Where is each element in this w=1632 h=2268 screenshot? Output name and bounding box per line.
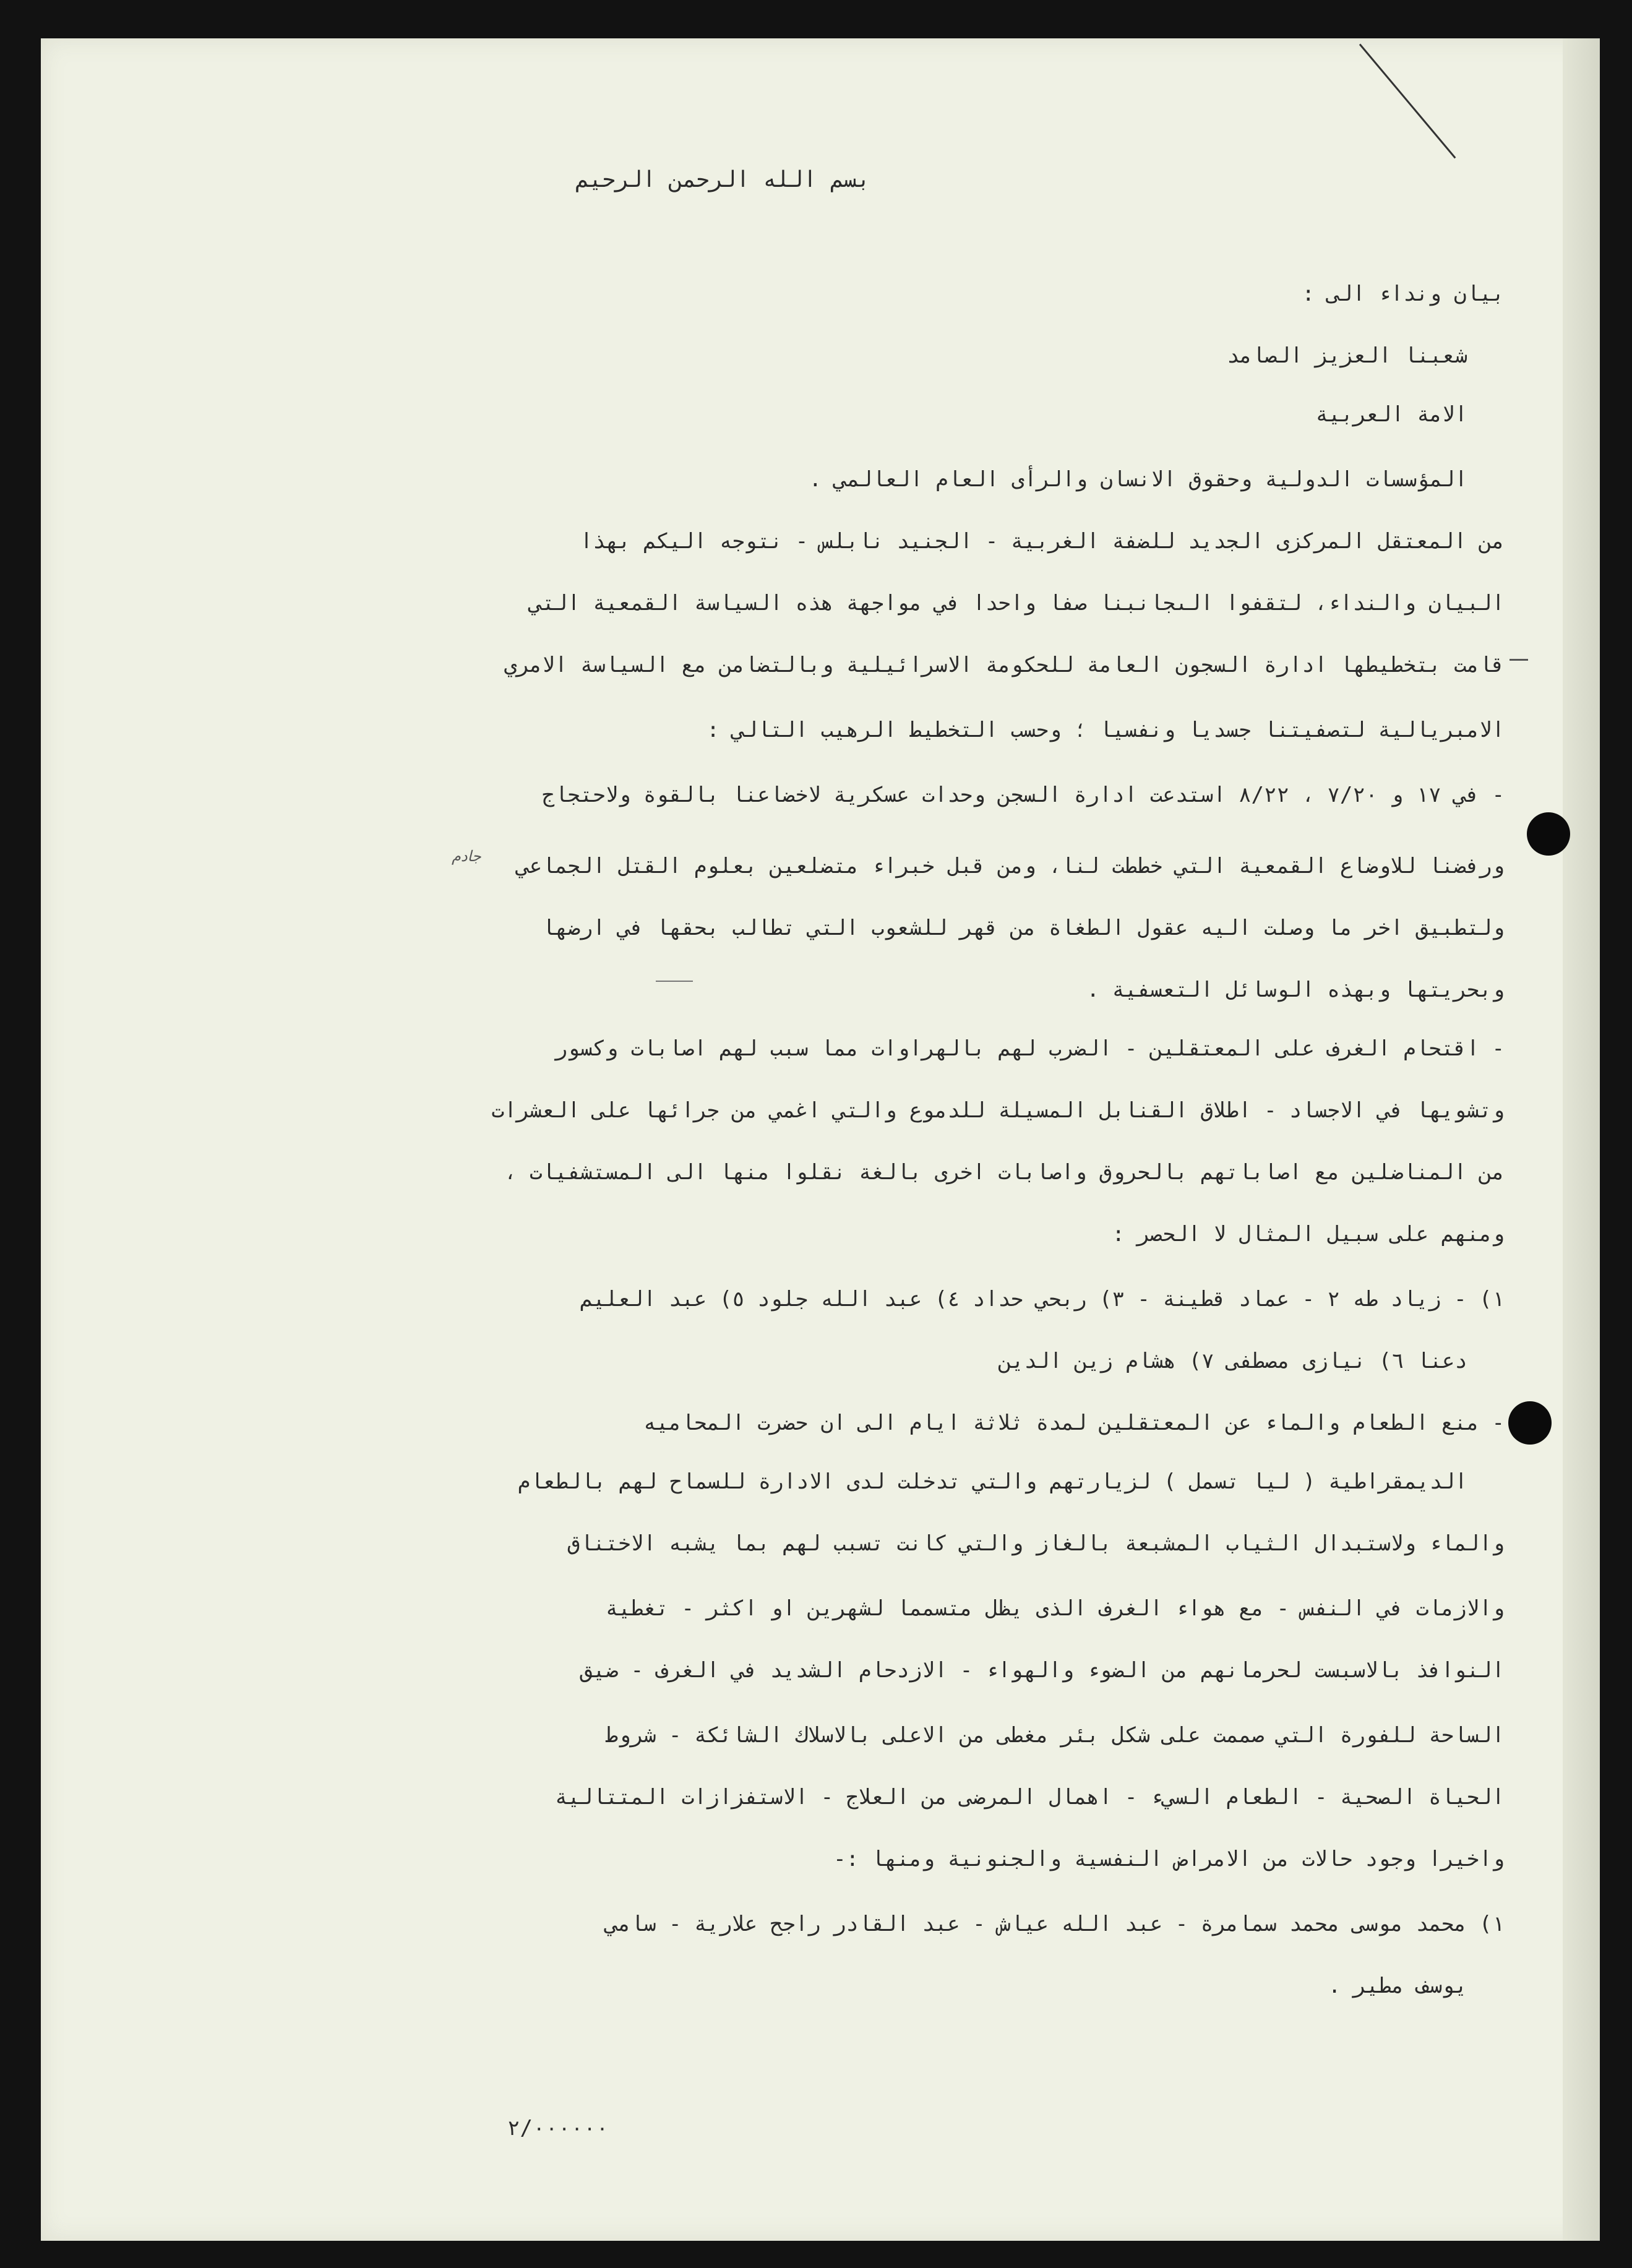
text-line: - في ١٧ و ٧/٢٠ ، ٨/٢٢ استدعت ادارة السجن وحدات عسكرية لاخضاعنا بالقوة ولاحتجاج xyxy=(542,783,1505,807)
page-reference: ٢/٠٠٠٠٠٠ xyxy=(507,2116,609,2141)
text-line: الحياة الصحية - الطعام السيء - اهمال المرضى من العلاج - الاستفزازات المتتالية xyxy=(554,1785,1505,1810)
text-line: والازمات في النفس - مع هواء الغرف الذى يظل متسمما لشهرين او اكثر - تغطية xyxy=(605,1596,1505,1621)
text-line: ١) محمد موسى محمد سمامرة - عبد الله عياش - عبد القادر راجح علارية - سامي xyxy=(605,1912,1505,1936)
text-line: البيان والنداء، لتقفوا الىجانبنا صفا واحدا في مواجهة هذه السياسة القمعية التي xyxy=(529,591,1505,616)
text-line: دعنا ٦) نيازى مصطفى ٧) هشام زين الدين xyxy=(999,1349,1467,1373)
text-line: - منع الطعام والماء عن المعتقلين لمدة ثلاثة ايام الى ان حضرت المحاميه xyxy=(643,1411,1505,1435)
text-line: قامت بتخطيطها ادارة السجون العامة للحكومة الاسرائيلية وبالتضامن مع السياسة الامري xyxy=(504,653,1505,677)
text-line: يوسف مطير . xyxy=(1328,1974,1467,1998)
text-line: وتشويها في الاجساد - اطلاق القنابل المسيلة للدموع والتي اغمي من جرائها على العشرات xyxy=(491,1098,1505,1123)
text-line: الامبريالية لتصفيتنا جسديا ونفسيا ؛ وحسب التخطيط الرهيب التالي : xyxy=(706,718,1505,742)
text-line: - اقتحام الغرف على المعتقلين - الضرب لهم بالهراوات مما سبب لهم اصابات وكسور xyxy=(554,1036,1505,1061)
text-line: بيان ونداء الى : xyxy=(1302,281,1505,306)
text-line: النوافذ بالاسبست لحرمانهم من الضوء والهواء - الازدحام الشديد في الغرف - ضيق xyxy=(580,1658,1505,1683)
text-line: واخيرا وجود حالات من الامراض النفسية والجنونية ومنها :- xyxy=(833,1847,1505,1871)
text-line: الديمقراطية ( ليا تسمل ) لزيارتهم والتي تدخلت لدى الادارة للسماح لهم بالطعام xyxy=(517,1469,1467,1494)
text-line: ولتطبيق اخر ما وصلت اليه عقول الطغاة من قهر للشعوب التي تطالب بحقها في ارضها xyxy=(542,916,1505,940)
text-line: ١) - زياد طه ٢ - عماد قطينة - ٣) ربحي حداد ٤) عبد الله جلود ٥) عبد العليم xyxy=(580,1287,1505,1312)
text-line: المؤسسات الدولية وحقوق الانسان والرأى العام العالمي . xyxy=(809,467,1467,492)
document-page xyxy=(41,38,1600,2241)
text-line: شعبنا العزيز الصامد xyxy=(1227,343,1467,368)
punch-hole-bottom xyxy=(1508,1401,1552,1445)
text-line: ومنهم على سبيل المثال لا الحصر : xyxy=(1112,1222,1505,1247)
handwritten-annotation: جادم xyxy=(452,848,481,865)
margin-mark xyxy=(1510,659,1528,661)
text-line: ورفضنا للاوضاع القمعية التي خططت لنا، ومن قبل خبراء متضلعين بعلوم القتل الجماعي xyxy=(517,854,1505,878)
text-line: الساحة للفورة التي صممت على شكل بئر مغطى من الاعلى بالاسلاك الشائكة - شروط xyxy=(605,1723,1505,1748)
text-line: والماء ولاستبدال الثياب المشبعة بالغاز والتي كانت تسبب لهم بما يشبه الاختناق xyxy=(567,1531,1505,1556)
basmala-heading: بسم الله الرحمن الرحيم xyxy=(575,167,870,192)
text-line: من المناضلين مع اصاباتهم بالحروق واصابات اخرى بالغة نقلوا منها الى المستشفيات ، xyxy=(504,1160,1505,1185)
text-line: وبحريتها وبهذه الوسائل التعسفية . xyxy=(1086,977,1505,1002)
text-line: الامة العربية xyxy=(1315,402,1467,427)
underline-mark xyxy=(656,981,693,982)
text-line: من المعتقل المركزى الجديد للضفة الغربية - الجنيد نابلس - نتوجه اليكم بهذا xyxy=(580,529,1505,554)
punch-hole-top xyxy=(1527,812,1570,856)
page-edge xyxy=(1563,38,1600,2241)
